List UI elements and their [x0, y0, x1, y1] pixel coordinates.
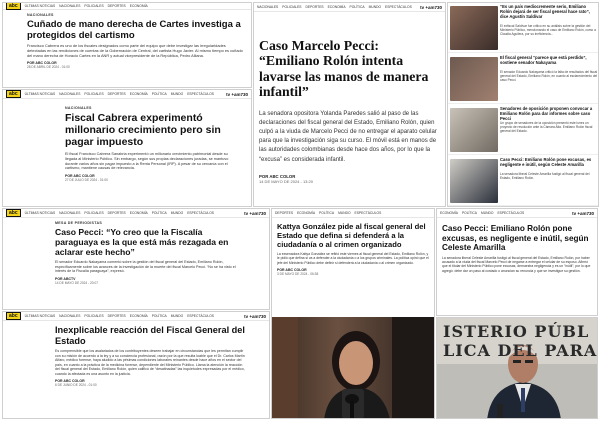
top-nav [3, 209, 269, 218]
nav-item[interactable]: ECONOMÍA [297, 211, 316, 215]
nav-item[interactable]: POLICIALES [84, 211, 104, 215]
article-headline[interactable]: Kattya González pide al fiscal general del Estado que defina si defenderá a la ciudadanía o al crimen organizado [277, 222, 426, 249]
list-item-summary: Un grupo de senadores de la oposición presentó este lunes un proyecto de resolución ante la Cámara Alta. Emiliano Rolón fiscal general del Estado. [500, 121, 593, 133]
article-author: POR ABC COLOR [27, 61, 57, 66]
nav-item[interactable]: DEPORTES [275, 211, 294, 215]
abc-logo[interactable]: abc [6, 90, 21, 98]
nav-item[interactable]: DEPORTES [107, 4, 126, 8]
nav-item[interactable]: MUNDO [170, 211, 184, 215]
article-date: 14 DE MAYO DE 2024 - 13:20 [259, 178, 313, 184]
list-item-title[interactable]: “Es un país mediocremente serio, Emiliano Rolón dejará de ser fiscal general hace rato”, dice Agustín Saldívar [500, 4, 590, 19]
thumbnail [450, 159, 498, 203]
tv-am730-logo[interactable]: tv +am730 [244, 210, 266, 216]
article-headline[interactable]: Caso Pecci: Emiliano Rolón pone excusas, es negligente e inútil, según Celeste Amarilla [442, 224, 589, 253]
nav-item[interactable]: NACIONALES [257, 5, 279, 9]
article-author: POR ABC COLOR [259, 173, 296, 179]
article-date: 14 DE MAYO DE 2024 - 20:07 [55, 280, 98, 285]
article-summary: La senadora liberal Celeste Amarilla fustigó al fiscal general del Estado, Emiliano Rolón, por haber acusado a la viuda del fiscal Marcelo Pecci de negarse a entregar el celular de su esposo. Afirmó que el titular del Ministerio Público pone excusas, demuestra negligencia y es un “inútil”, por lo que agregó: debe dar un paso al costado o anuncian su renuncia y que se investigue su gestión. [442, 255, 591, 273]
nav-item[interactable]: MUNDO [338, 211, 351, 215]
thumbnail [450, 57, 498, 101]
article-date: 27 DE JULIO DE 2024 - 01:00 [65, 178, 108, 183]
tv-am730-logo[interactable]: tv +am730 [226, 91, 248, 97]
top-nav [3, 312, 269, 321]
top-nav [437, 209, 597, 218]
article-headline[interactable]: Fiscal Cabrera experimentó millonario crecimiento pero sin pagar impuesto [65, 112, 221, 148]
article-photo-kattya [272, 317, 435, 419]
article-author: POR ABCTV [55, 276, 76, 281]
top-nav [3, 90, 251, 99]
wall-sign-text: ISTERIO PÚBL LICA DEL PARA [443, 322, 598, 360]
photo-illustration [272, 317, 435, 419]
list-item[interactable] [448, 156, 599, 206]
article-date: 6 DE JUNIO DE 2024 - 01:00 [55, 383, 97, 387]
top-nav [272, 209, 434, 218]
nav-item[interactable]: ÚLTIMAS NOTICIAS [24, 4, 56, 8]
nav-item[interactable]: ESPECTÁCULOS [354, 211, 382, 215]
nav-item[interactable]: MUNDO [170, 92, 184, 96]
nav-item[interactable]: ECONOMÍA [129, 92, 148, 96]
nav-item[interactable]: POLICIALES [282, 5, 302, 9]
nav-item[interactable]: POLÍTICA [349, 5, 365, 9]
nav-item[interactable]: ECONOMÍA [129, 314, 148, 318]
article-panel-paredes [253, 2, 446, 207]
article-author: POR ABC COLOR [65, 174, 95, 179]
top-nav [254, 3, 445, 12]
nav-item[interactable]: MUNDO [480, 211, 494, 215]
article-panel-amarilla [436, 208, 598, 316]
article-author: POR ABC COLOR [55, 379, 85, 383]
nav-item[interactable]: MUNDO [368, 5, 382, 9]
photo-panel-rolon [436, 317, 598, 419]
list-item-title[interactable]: Caso Pecci: Emiliano Rolón pone excusas, es negligente e inútil, según Celeste Amarilla [500, 157, 592, 167]
nav-item[interactable]: MUNDO [170, 314, 184, 318]
related-news-list [447, 2, 599, 207]
list-item-title[interactable]: El fiscal general “parece que está perdido”, sostiene senador Nakayama [500, 55, 587, 65]
article-panel-kattya [271, 208, 435, 419]
nav-item[interactable]: NACIONALES [59, 4, 81, 8]
article-summary: Francisco Cabrera es uno de los fiscales designados como parte del equipo que debe investigar las irregularidades detectadas en las rendiciones de cuentas de la Gobernación de Central, del cartista Hugo Javier. Al mismo tiempo es cuñado del mano derecha de Horacio Cartes en la ANR y actual vicepresidente de la República, Pedro Alliana. [27, 43, 243, 58]
tv-am730-logo[interactable]: tv +am730 [244, 313, 266, 319]
article-panel-cabrera [2, 89, 252, 207]
nav-item[interactable]: NACIONALES [59, 92, 81, 96]
list-item-summary: El exfiscal Saldívar fue crítico en su análisis sobre la gestión del Ministerio Público, mencionando el caso de Emiliano Rolón, como a Claudia Aguilera, por su ineficiencia... [500, 24, 596, 36]
abc-logo[interactable]: abc [6, 312, 21, 320]
nav-item[interactable]: ESPECTÁCULOS [187, 211, 214, 215]
nav-item[interactable]: NACIONALES [59, 314, 81, 318]
nav-item[interactable]: ECONOMÍA [327, 5, 346, 9]
nav-item[interactable]: DEPORTES [305, 5, 324, 9]
abc-logo[interactable]: abc [6, 209, 21, 217]
article-date: 28 DE ABRIL DE 2024 - 01:00 [27, 65, 70, 70]
article-author: POR ABC COLOR [277, 267, 307, 272]
tv-am730-logo[interactable]: tv +am730 [420, 4, 442, 10]
abc-logo[interactable]: abc [6, 2, 21, 10]
article-summary: El senador Eduardo Nakayama comentó sobre la gestión del fiscal general del Estado, Emiliano Rolón, específicamente sobre los avances de la investigación de la muerte del fiscal Marcelo Pecci. “No se ha visto el interés de la Fiscalía paraguaya”, expresó. [55, 260, 236, 274]
top-nav [3, 3, 251, 10]
article-summary: La exsenadora Kattya González se refirió este viernes al fiscal general del Estado, Emiliano Rolón, y le pidió que defina si va a defender a la ciudadanía o a los grupos criminales. La política opinó que el jefe del Ministerio Público debe definir si defenderá a la ciudadanía o al crimen organizado. [277, 252, 429, 265]
section-label: NACIONALES [65, 106, 92, 110]
nav-item[interactable]: ÚLTIMAS NOTICIAS [24, 92, 56, 96]
article-summary: Es comprensible que los asalariados de los contribuyentes deseen trabajar en circunstancias que les permitan cumplir con su misión de acuerdo a la ley y a su conciencia profesional, razón por la que resulta loable que el Dr. Carlos Martín Alfaro, médico forense, haya aludido a las pésimas condiciones laborales reinantes desde hace años en el sector del país, en cuanto a la práctica de la medicina forense, dependiente del Ministerio Público. Llama la atención la reacción del fiscal general del Estado, Emiliano Rolón, quien calificó de “desatinadas” las inquietudes expresadas por el médico, cuando la afectada es una asunto en la justicia. [55, 349, 245, 376]
nav-item[interactable]: ESPECTÁCULOS [187, 92, 214, 96]
nav-item[interactable]: POLÍTICA [151, 211, 167, 215]
nav-item[interactable]: DEPORTES [107, 314, 126, 318]
nav-item[interactable]: POLICIALES [84, 92, 104, 96]
list-item[interactable] [448, 3, 599, 53]
tv-am730-logo[interactable]: tv +am730 [572, 210, 594, 216]
article-date: 3 DE MAYO DE 2024 - 06:38 [277, 271, 319, 276]
article-headline[interactable]: Inexplicable reacción del Fiscal General del Estado [55, 325, 245, 346]
nav-item[interactable]: ÚLTIMAS NOTICIAS [24, 314, 56, 318]
section-label: NACIONALES [27, 13, 54, 17]
nav-item[interactable]: POLÍTICA [461, 211, 477, 215]
list-item[interactable] [448, 105, 599, 155]
list-item[interactable] [448, 54, 599, 104]
article-summary: La senadora opositora Yolanda Paredes salió al paso de las declaraciones del fiscal general del Estado, Emiliano Rolón, quien culpó a la viuda de Marcelo Pecci de no entregar el aparato celular para que la investigación siga su curso. El móvil está en manos de las autoridades colombianas desde hace dos años, por lo que la “excusa” es considerada infantil. [259, 110, 437, 163]
article-summary: El fiscal Francisco Cabrera Sanabria experimentó un millonario crecimiento patrimonial desde su llegada al Ministerio Público. Sin embargo, según sus propias declaraciones juradas, se mantuvo durante varios años sin pagar impuesto a la Renta Personal (IRP). A pesar de su cercanía con el cartismo, mantiene causas de relevancia. [65, 152, 229, 171]
thumbnail [450, 6, 498, 50]
nav-item[interactable]: ESPECTÁCULOS [187, 314, 214, 318]
nav-item[interactable]: POLICIALES [84, 314, 104, 318]
nav-item[interactable]: POLÍTICA [151, 92, 167, 96]
list-item-summary: El senador Eduardo Nakayama criticó la falta de resultados del fiscal general del Estado, Emiliano Rolón, en cuanto al esclarecimiento del caso Pecci. [500, 70, 598, 82]
article-headline[interactable]: Caso Marcelo Pecci: “Emiliano Rolón intenta lavarse las manos de manera infantil” [259, 38, 429, 100]
nav-item[interactable]: POLÍTICA [151, 314, 167, 318]
nav-item[interactable]: ECONOMÍA [129, 211, 148, 215]
article-panel-editorial [2, 311, 270, 419]
thumbnail [450, 108, 498, 152]
article-panel-cuñado [2, 2, 252, 88]
nav-item[interactable]: NACIONALES [59, 211, 81, 215]
section-label: MESA DE PERIODISTAS [55, 221, 103, 225]
nav-item[interactable]: ECONOMÍA [440, 211, 458, 215]
article-headline[interactable]: Cuñado de mano derecha de Cartes investiga a protegidos del cartismo [27, 19, 241, 41]
list-item-summary: La senadora liberal Celeste Amarilla fustigó al fiscal general del Estado, Emiliano Rolón. [500, 172, 590, 180]
nav-item[interactable]: ECONOMÍA [129, 4, 148, 8]
nav-item[interactable]: POLÍTICA [319, 211, 335, 215]
nav-item[interactable]: DEPORTES [107, 211, 126, 215]
article-headline[interactable]: Caso Pecci: “Yo creo que la Fiscalía paraguaya es la que está más rezagada en aclarar este hecho” [55, 227, 229, 257]
nav-item[interactable]: DEPORTES [107, 92, 126, 96]
nav-item[interactable]: ESPECTÁCULOS [497, 211, 525, 215]
nav-item[interactable]: ESPECTÁCULOS [385, 5, 412, 9]
nav-item[interactable]: POLICIALES [84, 4, 104, 8]
nav-item[interactable]: ÚLTIMAS NOTICIAS [24, 211, 56, 215]
article-panel-nakayama [2, 208, 270, 310]
list-item-title[interactable]: Senadores de oposición proponen convocar a Emiliano Rolón para dar informes sobre caso Pecci [500, 106, 593, 121]
